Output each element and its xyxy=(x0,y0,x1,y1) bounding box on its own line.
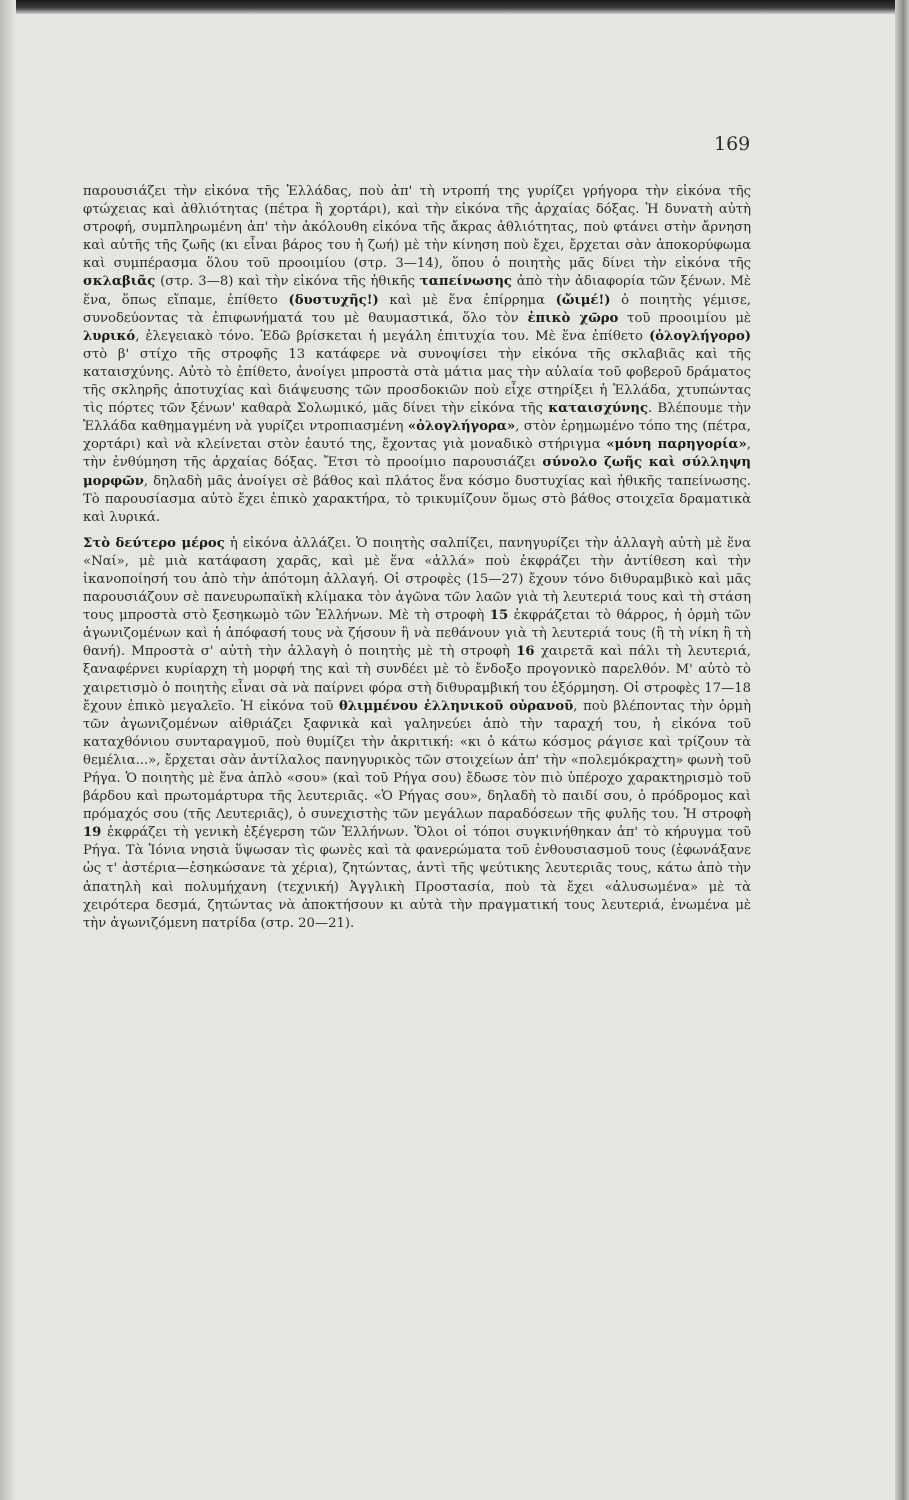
body-text xyxy=(83,183,751,933)
left-page-shadow xyxy=(0,0,16,1500)
text-run: (στρ. 3—8) καὶ τὴν εἰκόνα τῆς ἠθικῆς xyxy=(155,274,420,290)
text-run: καὶ μὲ ἕνα ἐπίρρημα xyxy=(378,292,556,308)
emphasized-text: σύνολο ζωῆς καὶ σύλληψη μορφῶν xyxy=(83,455,751,489)
right-page-edge xyxy=(895,0,909,1500)
emphasized-text: ταπείνωσης xyxy=(419,274,512,290)
text-run: ὁ ποιητὴς γέμισε, συνοδεύοντας τὰ ἐπιφωνήματά του μὲ θαυμαστικά, ὅλο τὸν xyxy=(83,292,751,326)
text-run: χαιρετᾶ καὶ πάλι τὴ λευτεριά, ξαναφέρνει κυρίαρχη τὴ μορφή της καὶ τὴ συνδέει μὲ τὸ ἔνδοξο προγονικὸ παρελθόν. Μ' αὐτὸ τὸ χαιρετισμὸ ὁ ποιητὴς εἶναι σὰ νὰ παίρνει φόρα στὴ διθυραμβική του ἐξόρμηση. Οἱ στροφὲς 17—18 ἔχουν ἐπικὸ μεγαλεῖο. Ἡ εἰκόνα τοῦ xyxy=(83,644,751,714)
emphasized-text: (ὤιμέ!) xyxy=(555,292,611,308)
text-run: ἡ εἰκόνα ἀλλάζει. Ὁ ποιητὴς σαλπίζει, πανηγυρίζει τὴν ἀλλαγὴ αὐτὴ μὲ ἕνα «Ναί», μὲ μιὰ κατάφαση χαρᾶς, καὶ μὲ ἕνα «ἀλλά» ποὺ ἐκφράζει τὴν ἀντίθεση καὶ τὴν ἱκανοποίησή του ἀπὸ τὴν ἀπότομη ἀλλαγή. Οἱ στροφὲς (15—27) ἔχουν τόνο διθυραμβικὸ καὶ μᾶς παρουσιάζουν σὲ πανευρωπαϊκὴ κλίμακα τὸν ἀγῶνα τῶν λαῶν γιὰ τὴ λευτεριά τους καὶ τὴ στάση τους μπροστὰ στὸ ξεσηκωμὸ τῶν Ἑλλήνων. Μὲ τὴ στροφὴ xyxy=(83,535,751,624)
text-run: , ἐλεγειακὸ τόνο. Ἐδῶ βρίσκεται ἡ μεγάλη ἐπιτυχία του. Μὲ ἕνα ἐπίθετο xyxy=(135,328,650,344)
emphasized-text: σκλαβιᾶς xyxy=(83,274,156,290)
text-run: , στὸν ἐρημωμένο τόπο της (πέτρα, χορτάρι) καὶ νὰ κλείνεται στὸν ἑαυτό της, ἔχοντας γιὰ μοναδικὸ στήριγμα xyxy=(83,419,751,453)
emphasized-text: 19 xyxy=(83,825,102,841)
emphasized-text: καταισχύνης xyxy=(548,401,648,417)
emphasized-text: (ὀλογλήγορο) xyxy=(649,328,751,344)
text-run: . Βλέπουμε τὴν Ἑλλάδα καθημαγμένη νὰ γυρίζει ντροπιασμένη xyxy=(83,401,751,435)
emphasized-text: θλιμμένου ἑλληνικοῦ οὐρανοῦ xyxy=(338,698,574,714)
text-run: ἐκφράζεται τὸ θάρρος, ἡ ὁρμὴ τῶν ἀγωνιζομένων καὶ ἡ ἀπόφασή τους νὰ ζήσουν ἢ νὰ πεθάνουν γιὰ τὴ λευτεριά τους (ἢ τὴ νίκη ἢ τὴ θανή). Μπροστὰ σ' αὐτὴ τὴν ἀλλαγὴ ὁ ποιητὴς μὲ τὴ στροφὴ xyxy=(83,608,752,660)
text-run: στὸ β' στίχο τῆς στροφῆς 13 κατάφερε νὰ συνοψίσει τὴν εἰκόνα τῆς σκλαβιᾶς καὶ τῆς καταισχύνης. Αὐτὸ τὸ ἐπίθετο, ἀνοίγει μπροστὰ στὰ μάτια μας τὴν αὐλαία τοῦ φοβεροῦ δράματος τῆς σκληρῆς ἀποτυχίας καὶ διάψευσης τῶν προσδοκιῶν ποὺ εἶχε στηρίξει ἡ Ἑλλάδα, χτυπώντας τὶς πόρτες τῶν ξένων' καθαρὰ Σολωμικό, μᾶς δίνει τὴν εἰκόνα τῆς xyxy=(83,346,751,417)
text-run: παρουσιάζει τὴν εἰκόνα τῆς Ἑλλάδας, ποὺ ἀπ' τὴ ντροπή της γυρίζει γρήγορα τὴν εἰκόνα τῆς φτώχειας καὶ ἀθλιότητας (πέτρα ἢ χορτάρι), καὶ τὴν εἰκόνα τῆς ἀρχαίας δόξας. Ἡ δυνατὴ αὐτὴ στροφή, συμπληρωμένη ἀπ' τὴν ἀκόλουθη εἰκόνα τῆς ἄκρας ἀθλιότητας, ποὺ φτάνει στὴν ἄρνηση καὶ αὐτῆς τῆς ζωῆς (κι εἶναι βάρος του ἡ ζωή) μὲ τὴν κίνηση ποὺ ἔχει, ἔρχεται σὰν ἀποκορύφωμα καὶ συμπέρασμα ὅλου τοῦ προοιμίου (στρ. 3—14), ὅπου ὁ ποιητὴς μᾶς δίνει τὴν εἰκόνα τῆς xyxy=(83,184,751,272)
emphasized-text: 16 xyxy=(516,644,535,660)
text-run: τοῦ προοιμίου μὲ xyxy=(618,310,751,326)
emphasized-text: (δυστυχῆς!) xyxy=(288,292,379,308)
paragraph-2 xyxy=(83,535,751,933)
emphasized-text: ἐπικὸ χῶρο xyxy=(527,310,619,326)
page-number: 169 xyxy=(714,133,751,155)
emphasized-text: «μόνη παρηγορία» xyxy=(606,437,747,453)
emphasized-text: λυρικό xyxy=(83,328,136,344)
paragraph-1 xyxy=(83,183,751,527)
emphasized-text: «ὀλογλήγορα» xyxy=(407,419,516,435)
text-run: ἀπὸ τὴν ἀδιαφορία τῶν ξένων. Μὲ ἕνα, ὅπως εἴπαμε, ἐπίθετο xyxy=(83,274,751,308)
emphasized-text: Στὸ δεύτερο μέρος xyxy=(83,535,225,551)
top-scan-edge xyxy=(0,0,909,14)
emphasized-text: 15 xyxy=(489,608,509,624)
text-run: ἐκφράζει τὴ γενικὴ ἐξέγερση τῶν Ἑλλήνων. Ὅλοι οἱ τόποι συγκινήθηκαν ἀπ' τὸ κήρυγμα τοῦ Ρήγα. Τὰ Ἰόνια νησιὰ ὕψωσαν τὶς φωνὲς καὶ τὰ φανερώματα τοῦ ἐνθουσιασμοῦ τους (ἐφωνάξανε ὡς τ' ἀστέρια—ἐσηκώσανε τὰ χέρια), ζητώντας, ἀντὶ τῆς ψεύτικης λευτεριᾶς τους, κάτω ἀπὸ τὴν ἀπατηλὴ καὶ πολυμήχανη (τεχνική) Ἀγγλικὴ Προστασία, ποὺ τὰ ἔχει «ἁλυσωμένα» μὲ τὰ χειρότερα δεσμά, ζητώντας νὰ ἀποκτήσουν κι αὐτὰ τὴν πραγματική τους λευτεριά, ἑνωμένα μὲ τὴν ἀγωνιζόμενη πατρίδα (στρ. 20—21). xyxy=(83,825,751,931)
text-run: , ποὺ βλέποντας τὴν ὁρμὴ τῶν ἀγωνιζομένων αἰθριάζει ξαφνικὰ καὶ γαληνεύει ἀπὸ τὴν ταραχή του, ἡ εἰκόνα τοῦ καταχθόνιου συνταραγμοῦ, ποὺ θυμίζει τὴν ἀκριτική: «κι ὁ κάτω κόσμος ράγισε καὶ τρίζουν τὰ θεμέλια...», ἔρχεται σὰν ἀντίλαλος πανηγυρικὸς τῶν στοιχείων ἀπ' τὴν «πολεμόκραχτη» φωνὴ τοῦ Ρήγα. Ὁ ποιητὴς μὲ ἕνα ἁπλὸ «σου» (καὶ τοῦ Ρήγα σου) ἔδωσε τὸν πιὸ ὑπέροχο χαρακτηρισμὸ τοῦ βάρδου καὶ πρωτομάρτυρα τῆς λευτεριᾶς. «Ὁ Ρήγας σου», δηλαδὴ τὸ παιδί σου, ὁ πρόδρομος καὶ πρόμαχός σου (τῆς Λευτεριᾶς), ὁ συνεχιστὴς τῶν μεγάλων παραδόσεων τῆς φυλῆς του. Ἡ στροφὴ xyxy=(83,698,751,823)
text-run: , τὴν ἐνθύμηση τῆς ἀρχαίας δόξας. Ἔτσι τὸ προοίμιο παρουσιάζει xyxy=(83,437,751,471)
text-run: , δηλαδὴ μᾶς ἀνοίγει σὲ βάθος καὶ πλάτος ἕνα κόσμο δυστυχίας καὶ ἠθικῆς ταπείνωσης. Τὸ παρουσίασμα αὐτὸ ἔχει ἐπικὸ χαρακτήρα, τὸ τρικυμίζουν ὅμως στὸ βάθος στοιχεῖα δραματικὰ καὶ λυρικά. xyxy=(83,473,751,525)
